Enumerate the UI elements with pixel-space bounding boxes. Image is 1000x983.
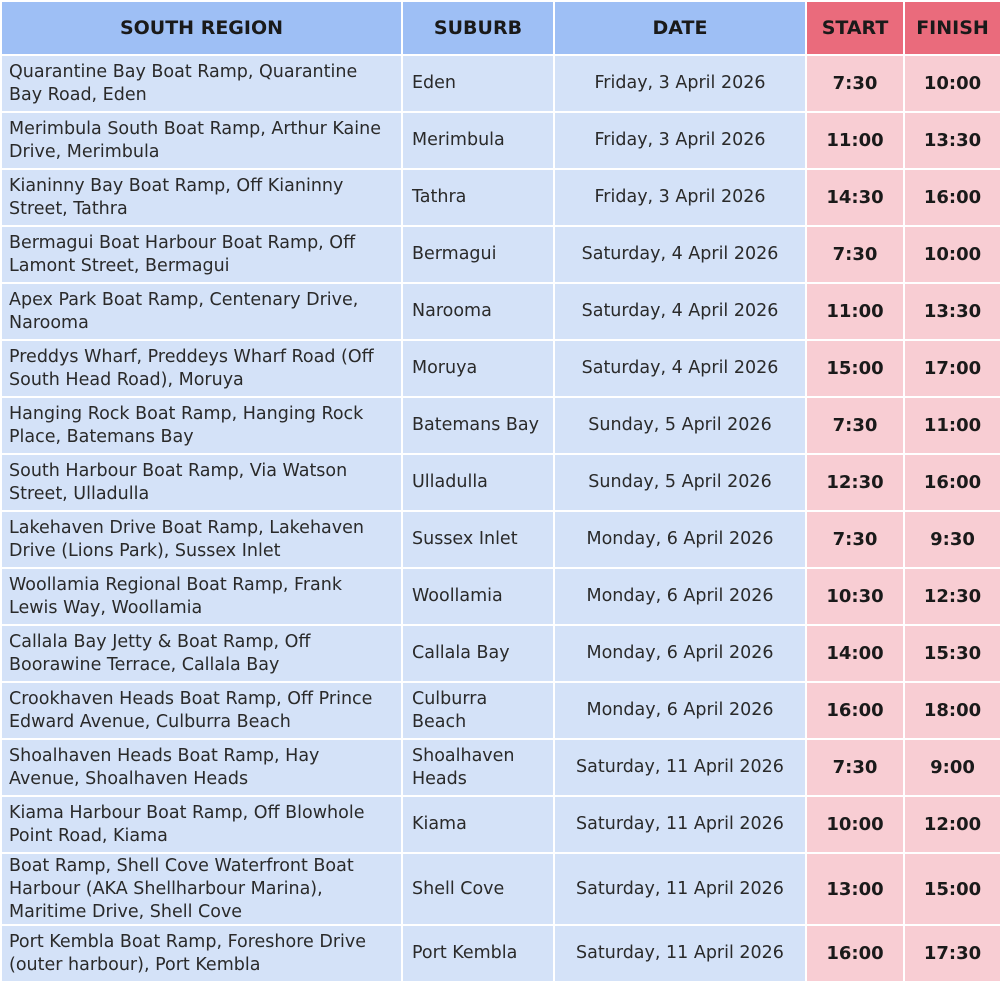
start-cell: 16:00 bbox=[806, 682, 904, 739]
location-cell: Quarantine Bay Boat Ramp, Quarantine Bay Road, Eden bbox=[1, 55, 402, 112]
table-row bbox=[1, 454, 1000, 511]
finish-cell: 9:00 bbox=[904, 739, 1000, 796]
date-cell: Sunday, 5 April 2026 bbox=[554, 454, 806, 511]
start-cell: 7:30 bbox=[806, 397, 904, 454]
date-cell: Saturday, 4 April 2026 bbox=[554, 283, 806, 340]
table-row bbox=[1, 340, 1000, 397]
finish-cell: 11:00 bbox=[904, 397, 1000, 454]
location-cell: Hanging Rock Boat Ramp, Hanging Rock Place, Batemans Bay bbox=[1, 397, 402, 454]
finish-cell: 15:00 bbox=[904, 853, 1000, 925]
start-cell: 10:00 bbox=[806, 796, 904, 853]
finish-cell: 16:00 bbox=[904, 454, 1000, 511]
table-header-row bbox=[1, 1, 1000, 55]
date-cell: Monday, 6 April 2026 bbox=[554, 568, 806, 625]
suburb-cell: Shell Cove bbox=[402, 853, 554, 925]
finish-cell: 13:30 bbox=[904, 283, 1000, 340]
suburb-cell: Callala Bay bbox=[402, 625, 554, 682]
table-row bbox=[1, 853, 1000, 925]
header-start: START bbox=[806, 1, 904, 55]
suburb-cell: Merimbula bbox=[402, 112, 554, 169]
date-cell: Saturday, 11 April 2026 bbox=[554, 796, 806, 853]
suburb-cell: Sussex Inlet bbox=[402, 511, 554, 568]
location-cell: Lakehaven Drive Boat Ramp, Lakehaven Drive (Lions Park), Sussex Inlet bbox=[1, 511, 402, 568]
table-row bbox=[1, 55, 1000, 112]
table-row bbox=[1, 283, 1000, 340]
start-cell: 15:00 bbox=[806, 340, 904, 397]
table-row bbox=[1, 682, 1000, 739]
start-cell: 13:00 bbox=[806, 853, 904, 925]
finish-cell: 12:00 bbox=[904, 796, 1000, 853]
start-cell: 10:30 bbox=[806, 568, 904, 625]
suburb-cell: Narooma bbox=[402, 283, 554, 340]
finish-cell: 13:30 bbox=[904, 112, 1000, 169]
suburb-cell: Woollamia bbox=[402, 568, 554, 625]
date-cell: Saturday, 11 April 2026 bbox=[554, 739, 806, 796]
start-cell: 7:30 bbox=[806, 739, 904, 796]
start-cell: 7:30 bbox=[806, 226, 904, 283]
location-cell: Kianinny Bay Boat Ramp, Off Kianinny Street, Tathra bbox=[1, 169, 402, 226]
location-cell: South Harbour Boat Ramp, Via Watson Street, Ulladulla bbox=[1, 454, 402, 511]
finish-cell: 17:30 bbox=[904, 925, 1000, 982]
date-cell: Monday, 6 April 2026 bbox=[554, 682, 806, 739]
suburb-cell: Shoalhaven Heads bbox=[402, 739, 554, 796]
location-cell: Callala Bay Jetty & Boat Ramp, Off Boorawine Terrace, Callala Bay bbox=[1, 625, 402, 682]
finish-cell: 12:30 bbox=[904, 568, 1000, 625]
location-cell: Apex Park Boat Ramp, Centenary Drive, Narooma bbox=[1, 283, 402, 340]
location-cell: Merimbula South Boat Ramp, Arthur Kaine Drive, Merimbula bbox=[1, 112, 402, 169]
date-cell: Monday, 6 April 2026 bbox=[554, 511, 806, 568]
start-cell: 7:30 bbox=[806, 511, 904, 568]
start-cell: 11:00 bbox=[806, 112, 904, 169]
table-row bbox=[1, 925, 1000, 982]
finish-cell: 17:00 bbox=[904, 340, 1000, 397]
start-cell: 16:00 bbox=[806, 925, 904, 982]
location-cell: Bermagui Boat Harbour Boat Ramp, Off Lamont Street, Bermagui bbox=[1, 226, 402, 283]
table-row bbox=[1, 625, 1000, 682]
date-cell: Friday, 3 April 2026 bbox=[554, 55, 806, 112]
date-cell: Saturday, 11 April 2026 bbox=[554, 925, 806, 982]
start-cell: 14:30 bbox=[806, 169, 904, 226]
start-cell: 7:30 bbox=[806, 55, 904, 112]
table-row bbox=[1, 568, 1000, 625]
location-cell: Woollamia Regional Boat Ramp, Frank Lewis Way, Woollamia bbox=[1, 568, 402, 625]
date-cell: Saturday, 4 April 2026 bbox=[554, 340, 806, 397]
finish-cell: 15:30 bbox=[904, 625, 1000, 682]
start-cell: 12:30 bbox=[806, 454, 904, 511]
finish-cell: 10:00 bbox=[904, 55, 1000, 112]
table-row bbox=[1, 796, 1000, 853]
location-cell: Port Kembla Boat Ramp, Foreshore Drive (outer harbour), Port Kembla bbox=[1, 925, 402, 982]
table-row bbox=[1, 739, 1000, 796]
start-cell: 11:00 bbox=[806, 283, 904, 340]
date-cell: Friday, 3 April 2026 bbox=[554, 169, 806, 226]
suburb-cell: Tathra bbox=[402, 169, 554, 226]
date-cell: Saturday, 4 April 2026 bbox=[554, 226, 806, 283]
location-cell: Preddys Wharf, Preddeys Wharf Road (Off South Head Road), Moruya bbox=[1, 340, 402, 397]
finish-cell: 18:00 bbox=[904, 682, 1000, 739]
finish-cell: 16:00 bbox=[904, 169, 1000, 226]
location-cell: Kiama Harbour Boat Ramp, Off Blowhole Point Road, Kiama bbox=[1, 796, 402, 853]
table-row bbox=[1, 397, 1000, 454]
header-finish: FINISH bbox=[904, 1, 1000, 55]
suburb-cell: Ulladulla bbox=[402, 454, 554, 511]
suburb-cell: Batemans Bay bbox=[402, 397, 554, 454]
table-row bbox=[1, 511, 1000, 568]
location-cell: Crookhaven Heads Boat Ramp, Off Prince Edward Avenue, Culburra Beach bbox=[1, 682, 402, 739]
date-cell: Sunday, 5 April 2026 bbox=[554, 397, 806, 454]
suburb-cell: Moruya bbox=[402, 340, 554, 397]
finish-cell: 9:30 bbox=[904, 511, 1000, 568]
table-row bbox=[1, 112, 1000, 169]
table-row bbox=[1, 169, 1000, 226]
header-date: DATE bbox=[554, 1, 806, 55]
header-suburb: SUBURB bbox=[402, 1, 554, 55]
date-cell: Monday, 6 April 2026 bbox=[554, 625, 806, 682]
suburb-cell: Eden bbox=[402, 55, 554, 112]
suburb-cell: Port Kembla bbox=[402, 925, 554, 982]
date-cell: Friday, 3 April 2026 bbox=[554, 112, 806, 169]
finish-cell: 10:00 bbox=[904, 226, 1000, 283]
location-cell: Boat Ramp, Shell Cove Waterfront Boat Harbour (AKA Shellharbour Marina), Maritime Drive, Shell Cove bbox=[1, 853, 402, 925]
location-cell: Shoalhaven Heads Boat Ramp, Hay Avenue, Shoalhaven Heads bbox=[1, 739, 402, 796]
date-cell: Saturday, 11 April 2026 bbox=[554, 853, 806, 925]
suburb-cell: Bermagui bbox=[402, 226, 554, 283]
suburb-cell: Kiama bbox=[402, 796, 554, 853]
suburb-cell: Culburra Beach bbox=[402, 682, 554, 739]
start-cell: 14:00 bbox=[806, 625, 904, 682]
table-row bbox=[1, 226, 1000, 283]
header-region: SOUTH REGION bbox=[1, 1, 402, 55]
